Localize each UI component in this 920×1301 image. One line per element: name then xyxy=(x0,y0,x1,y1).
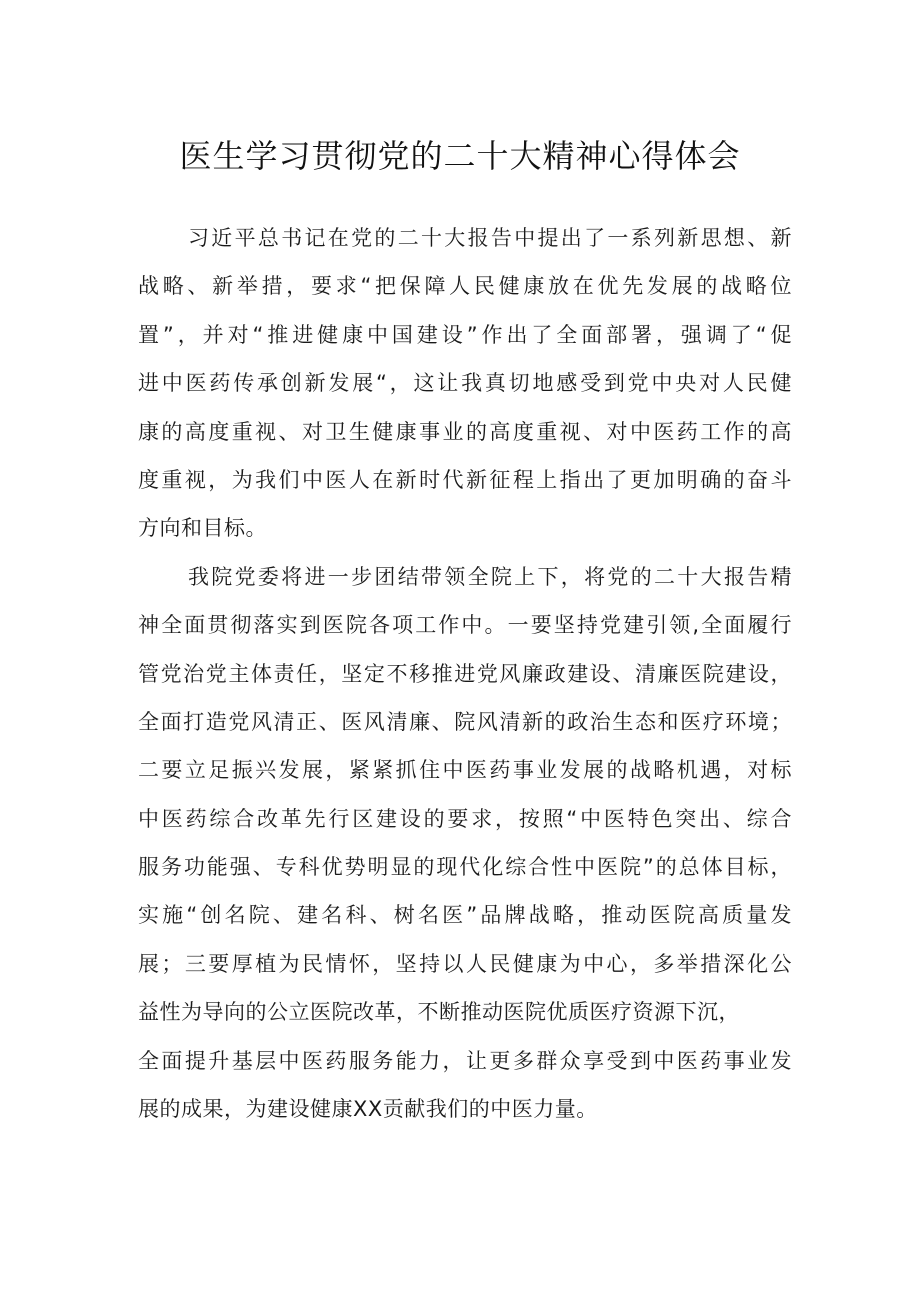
paragraph-line: 实施“创名院、建名科、树名医”品牌战略，推动医院高质量发 xyxy=(138,903,792,928)
paragraph-1 xyxy=(138,214,792,553)
paragraph-line: 置”，并对“推进健康中国建设”作出了全面部署，强调了“促 xyxy=(138,322,792,347)
paragraph-line: 展；三要厚植为民情怀，坚持以人民健康为中心，多举措深化公 xyxy=(138,951,792,976)
paragraph-line: 二要立足振兴发展，紧紧抓住中医药事业发展的战略机遇，对标 xyxy=(138,758,792,783)
paragraph-line: 全面打造党风清正、医风清廉、院风清新的政治生态和医疗环境； xyxy=(138,709,792,734)
paragraph-line: 方向和目标。 xyxy=(138,516,267,541)
document-title: 医生学习贯彻党的二十大精神心得体会 xyxy=(179,137,741,175)
paragraph-line: 习近平总书记在党的二十大报告中提出了一系列新思想、新 xyxy=(188,226,792,250)
paragraph-line: 全面提升基层中医药服务能力，让更多群众享受到中医药事业发 xyxy=(138,1048,792,1073)
paragraph-line: 展的成果，为建设健康XX贡献我们的中医力量。 xyxy=(138,1097,598,1122)
paragraph-line: 管党治党主体责任，坚定不移推进党风廉政建设、清廉医院建设， xyxy=(138,661,792,686)
paragraph-2 xyxy=(138,553,792,1134)
paragraph-line: 进中医药传承创新发展“，这让我真切地感受到党中央对人民健 xyxy=(138,371,792,396)
paragraph-line: 神全面贯彻落实到医院各项工作中。一要坚持党建引领,全面履行 xyxy=(138,613,792,638)
paragraph-line: 度重视，为我们中医人在新时代新征程上指出了更加明确的奋斗 xyxy=(138,467,792,492)
paragraph-line: 我院党委将进一步团结带领全院上下，将党的二十大报告精 xyxy=(188,564,792,589)
paragraph-line: 中医药综合改革先行区建设的要求，按照“中医特色突出、综合 xyxy=(138,806,792,831)
paragraph-line: 战略、新举措，要求“把保障人民健康放在优先发展的战略位 xyxy=(138,274,792,299)
paragraph-line: 服务功能强、专科优势明显的现代化综合性中医院”的总体目标， xyxy=(138,855,792,880)
paragraph-line: 康的高度重视、对卫生健康事业的高度重视、对中医药工作的高 xyxy=(138,419,792,444)
paragraph-line: 益性为导向的公立医院改革，不断推动医院优质医疗资源下沉， xyxy=(138,1000,740,1025)
document-body xyxy=(138,214,792,1133)
